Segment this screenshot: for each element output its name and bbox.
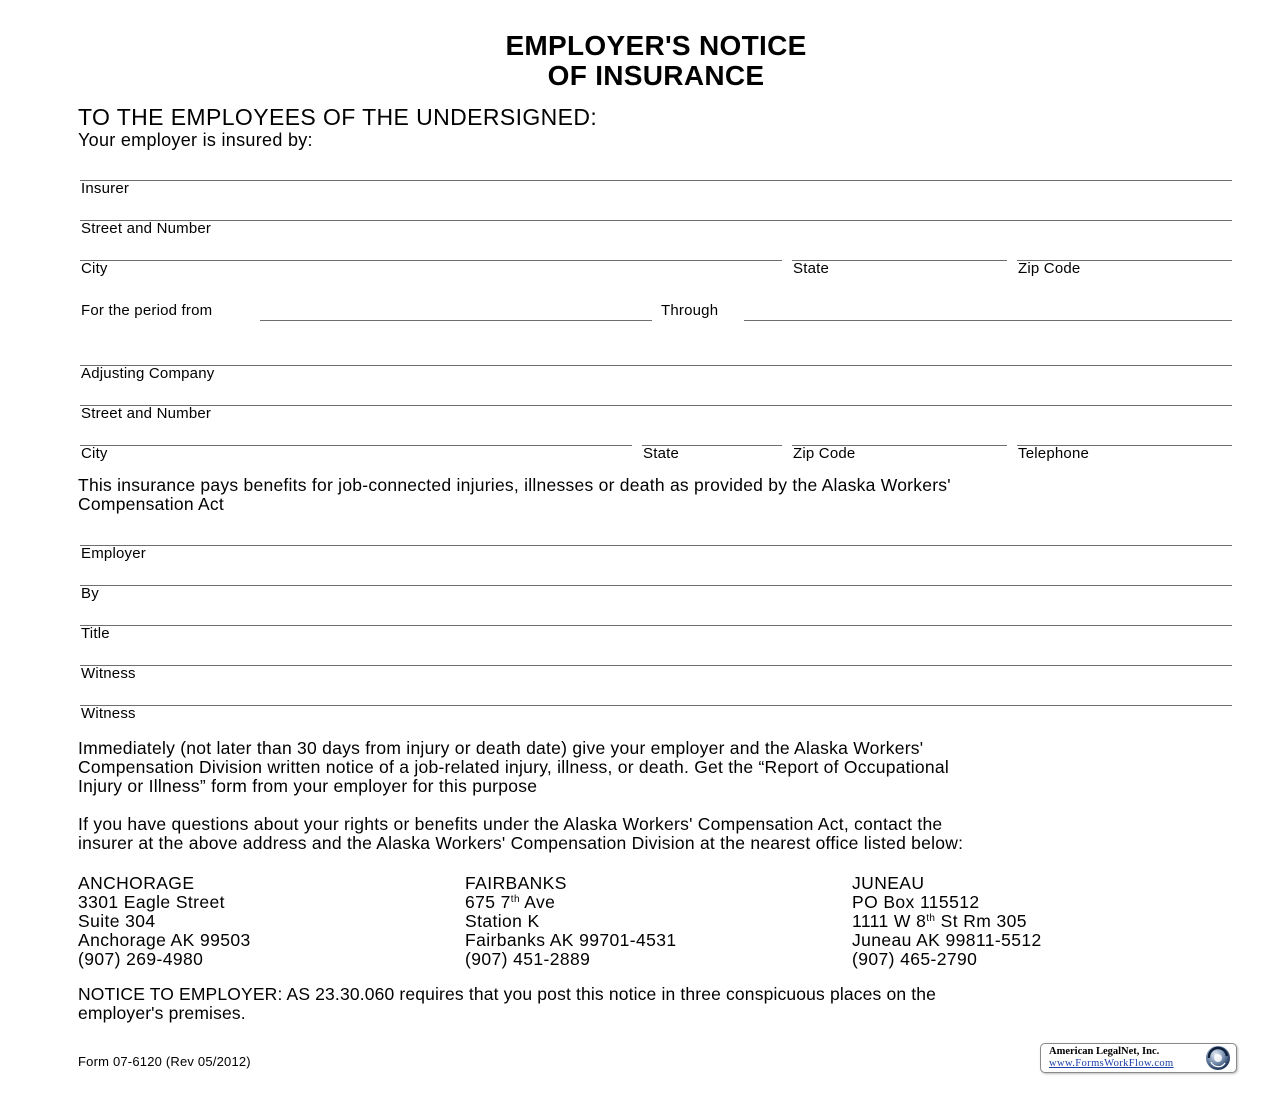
by-label: By <box>81 585 99 602</box>
document-title-line1: EMPLOYER'S NOTICE <box>505 30 807 61</box>
office-city-line: Anchorage AK 99503 <box>78 930 251 950</box>
adjusting-street-line <box>80 405 1232 406</box>
insurer-label: Insurer <box>81 180 130 197</box>
adjusting-company-label: Adjusting Company <box>81 365 215 382</box>
office-city-line: Fairbanks AK 99701-4531 <box>465 930 677 950</box>
through-input[interactable] <box>746 300 1232 320</box>
benefits-paragraph <box>78 476 1238 514</box>
document-title-line2: OF INSURANCE <box>547 60 765 91</box>
office-anchorage <box>78 874 251 969</box>
witness2-line <box>80 705 1232 706</box>
insurer-state-label: State <box>793 260 830 277</box>
insurer-zip-label: Zip Code <box>1018 260 1081 277</box>
office-phone: (907) 269-4980 <box>78 949 204 969</box>
publisher-logo[interactable] <box>1040 1043 1237 1073</box>
benefits-text-line2: Compensation Act <box>78 494 225 514</box>
logo-company-name: American LegalNet, Inc. <box>1049 1046 1160 1057</box>
insurer-input[interactable] <box>82 160 1232 180</box>
section-heading: TO THE EMPLOYEES OF THE UNDERSIGNED: <box>78 104 598 130</box>
questions-line1: If you have questions about your rights or benefits under the Alaska Workers' Compensation Act, contact the <box>78 814 943 834</box>
logo-url-link[interactable]: www.FormsWorkFlow.com <box>1049 1058 1174 1069</box>
office-name: FAIRBANKS <box>465 873 567 893</box>
office-name: ANCHORAGE <box>78 873 195 893</box>
through-label: Through <box>661 302 719 319</box>
insurer-zip-input[interactable] <box>1019 240 1233 260</box>
insurer-state-input[interactable] <box>794 240 1008 260</box>
office-address-line1: PO Box 115512 <box>852 892 980 912</box>
office-name: JUNEAU <box>852 873 925 893</box>
adjusting-state-label: State <box>643 445 680 462</box>
employer-notice-line1: NOTICE TO EMPLOYER: AS 23.30.060 requires that you post this notice in three conspicuous places on the <box>78 984 937 1004</box>
adjusting-city-label: City <box>81 445 108 462</box>
employer-notice-line2: employer's premises. <box>78 1003 246 1023</box>
office-fairbanks <box>465 874 677 969</box>
office-address-line2: 1111 W 8th St Rm 305 <box>852 911 1027 931</box>
injury-notice-line3: Injury or Illness” form from your employer for this purpose <box>78 776 538 796</box>
insurer-street-line <box>80 220 1232 221</box>
questions-paragraph <box>78 815 1238 853</box>
period-from-input[interactable] <box>262 300 652 320</box>
office-address-line2: Suite 304 <box>78 911 156 931</box>
adjusting-company-input[interactable] <box>82 345 1232 365</box>
office-phone: (907) 451-2889 <box>465 949 591 969</box>
employer-line <box>80 545 1232 546</box>
insurer-street-input[interactable] <box>82 200 1232 220</box>
adjusting-telephone-label: Telephone <box>1018 445 1090 462</box>
injury-notice-line1: Immediately (not later than 30 days from injury or death date) give your employer and the Alaska Workers' <box>78 738 924 758</box>
benefits-text-line1: This insurance pays benefits for job-connected injuries, illnesses or death as provided by the Alaska Workers' <box>78 475 951 495</box>
office-address-line1: 675 7th Ave <box>465 892 556 912</box>
witness2-label: Witness <box>81 705 136 722</box>
employer-label: Employer <box>81 545 146 562</box>
questions-line2: insurer at the above address and the Alaska Workers' Compensation Division at the nearest office listed below: <box>78 833 964 853</box>
witness1-input[interactable] <box>82 645 1232 665</box>
section-subheading: Your employer is insured by: <box>78 130 313 150</box>
through-line <box>744 320 1232 321</box>
adjusting-street-label: Street and Number <box>81 405 212 422</box>
insurer-line <box>80 180 1232 181</box>
by-input[interactable] <box>82 565 1232 585</box>
title-input[interactable] <box>82 605 1232 625</box>
injury-notice-paragraph <box>78 739 1238 796</box>
adjusting-city-line <box>80 445 632 446</box>
insurer-city-input[interactable] <box>82 240 782 260</box>
insurer-street-label: Street and Number <box>81 220 212 237</box>
by-line <box>80 585 1232 586</box>
office-city-line: Juneau AK 99811-5512 <box>852 930 1042 950</box>
period-from-label: For the period from <box>81 302 213 319</box>
injury-notice-line2: Compensation Division written notice of a job-related injury, illness, or death. Get the “Report of Occupational <box>78 757 950 777</box>
title-line <box>80 625 1232 626</box>
period-from-line <box>260 320 652 321</box>
adjusting-zip-input[interactable] <box>794 425 1008 445</box>
office-address-line2: Station K <box>465 911 540 931</box>
adjusting-state-input[interactable] <box>644 425 783 445</box>
title-label: Title <box>81 625 110 642</box>
insurer-city-line <box>80 260 782 261</box>
office-phone: (907) 465-2790 <box>852 949 978 969</box>
witness2-input[interactable] <box>82 685 1232 705</box>
office-address-line1: 3301 Eagle Street <box>78 892 225 912</box>
witness1-line <box>80 665 1232 666</box>
employer-posting-notice <box>78 985 1228 1023</box>
adjusting-city-input[interactable] <box>82 425 632 445</box>
globe-icon <box>1205 1045 1231 1071</box>
insurer-city-label: City <box>81 260 108 277</box>
form-number: Form 07-6120 (Rev 05/2012) <box>78 1054 251 1069</box>
adjusting-zip-label: Zip Code <box>793 445 856 462</box>
employer-input[interactable] <box>82 525 1232 545</box>
adjusting-telephone-input[interactable] <box>1019 425 1233 445</box>
office-juneau <box>852 874 1042 969</box>
adjusting-street-input[interactable] <box>82 385 1232 405</box>
adjusting-company-line <box>80 365 1232 366</box>
witness1-label: Witness <box>81 665 136 682</box>
